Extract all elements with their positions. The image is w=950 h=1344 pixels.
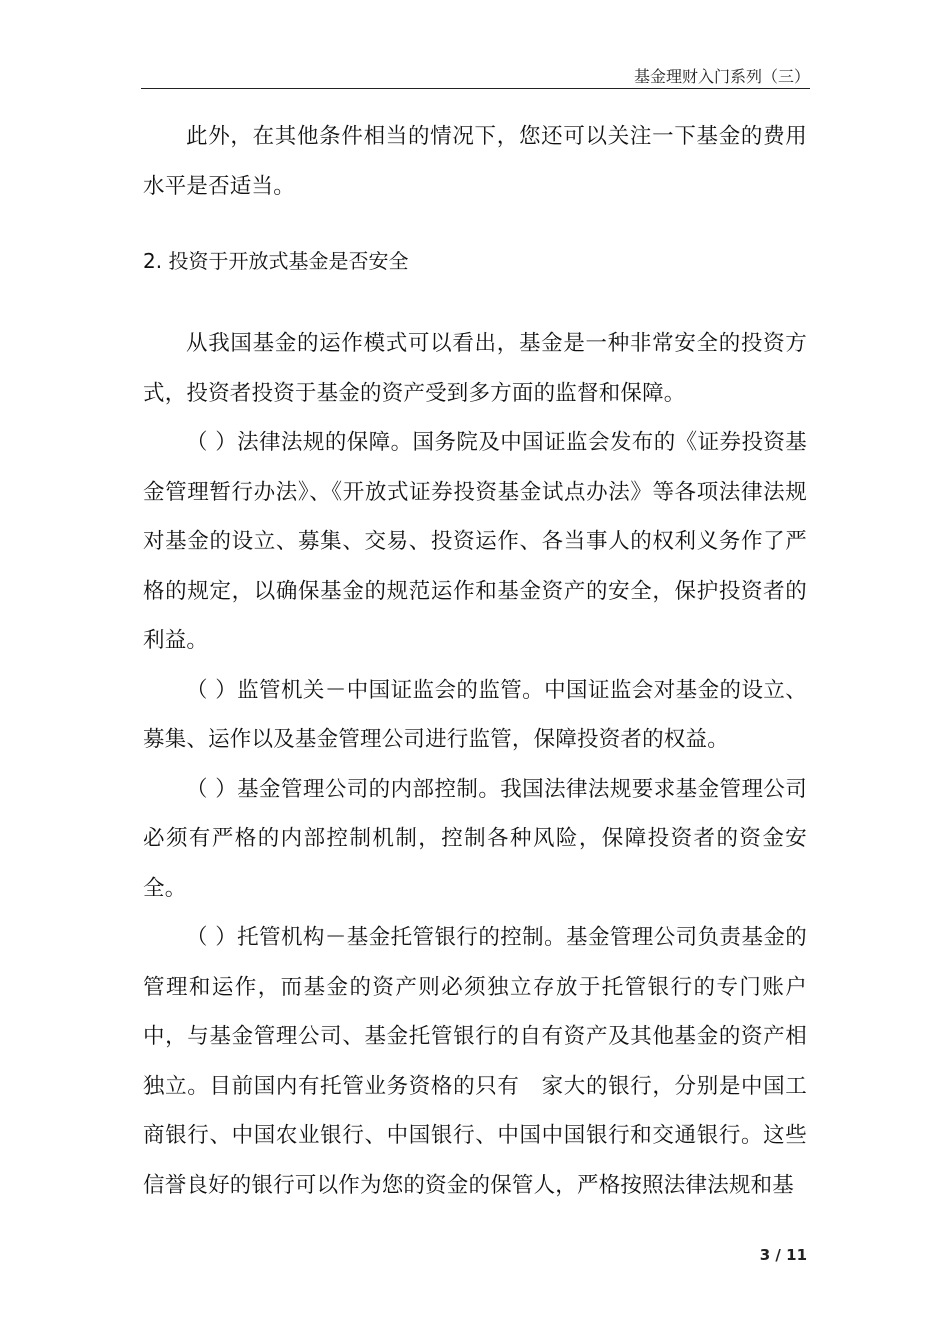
page-header [141,66,810,89]
paragraph-safety-intro: 从我国基金的运作模式可以看出，基金是一种非常安全的投资方式，投资者投资于基金的资产受到多方面的监督和保障。 [143,331,807,406]
header-title: 基金理财入门系列（三） [633,67,810,86]
paragraph-regulator-supervision: （ ）监管机关－中国证监会的监管。中国证监会对基金的设立、募集、运作以及基金管理公司进行监管，保障投资者的权益。 [143,677,807,752]
paragraph-fee-level: 此外，在其他条件相当的情况下，您还可以关注一下基金的费用水平是否适当。 [143,124,807,199]
paragraph-internal-control: （ ）基金管理公司的内部控制。我国法律法规要求基金管理公司必须有严格的内部控制机制，控制各种风险，保障投资者的资金安全。 [143,776,807,901]
paragraph-legal-protection: （ ）法律法规的保障。国务院及中国证监会发布的《证券投资基金管理暂行办法》、《开放式证券投资基金试点办法》等各项法律法规对基金的设立、募集、交易、投资运作、各当事人的权利义务作了严格的规定，以确保基金的规范运作和基金资产的安全，保护投资者的利益。 [143,430,807,653]
paragraph-custodian-control: （ ）托管机构－基金托管银行的控制。基金管理公司负责基金的管理和运作，而基金的资产则必须独立存放于托管银行的专门账户中，与基金管理公司、基金托管银行的自有资产及其他基金的资产相独立。目前国内有托管业务资格的只有 家大的银行，分别是中国工商银行、中国农业银行、中国银行、中国中国银行和交通银行。这些信誉良好的银行可以作为您的资金的保管人，严格按照法律法规和基 [143,925,807,1198]
page-number: 3 / 11 [759,1246,807,1264]
document-body [143,112,807,1210]
section-heading: 2. 投资于开放式基金是否安全 [143,249,409,273]
